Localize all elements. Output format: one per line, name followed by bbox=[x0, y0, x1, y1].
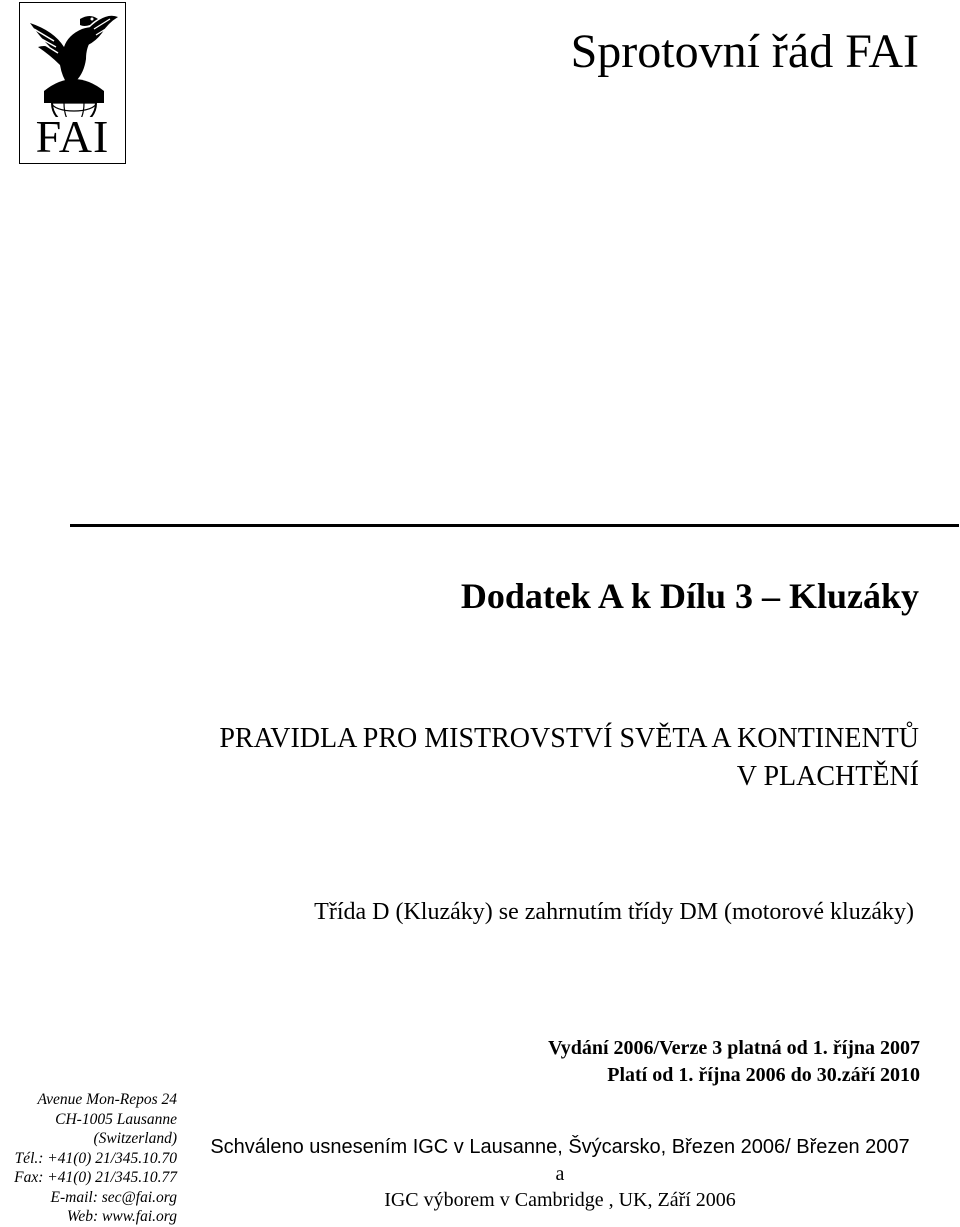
eagle-globe-icon bbox=[24, 7, 121, 117]
address-fax: Fax: +41(0) 21/345.10.77 bbox=[14, 1169, 177, 1186]
rules-heading-line-1: PRAVIDLA PRO MISTROVSTVÍ SVĚTA A KONTINENTŮ bbox=[219, 723, 919, 754]
address-street: Avenue Mon-Repos 24 bbox=[37, 1091, 177, 1108]
page-title: Sprotovní řád FAI bbox=[570, 25, 919, 78]
rules-heading-line-2: V PLACHTĚNÍ bbox=[736, 761, 919, 792]
address-country: (Switzerland) bbox=[93, 1130, 177, 1147]
address-phone: Tél.: +41(0) 21/345.10.70 bbox=[14, 1149, 177, 1167]
address-web: Web: www.fai.org bbox=[66, 1208, 177, 1225]
edition-line-2: Platí od 1. října 2006 do 30.září 2010 bbox=[607, 1064, 920, 1086]
address-email: E-mail: sec@fai.org bbox=[50, 1188, 177, 1206]
edition-info bbox=[548, 1035, 920, 1089]
approval-line-2: a bbox=[555, 1163, 565, 1185]
approval-block bbox=[185, 1133, 935, 1213]
rules-heading bbox=[219, 720, 919, 796]
address-city: CH-1005 Lausanne bbox=[55, 1110, 177, 1128]
edition-line-1: Vydání 2006/Verze 3 platná od 1. října 2007 bbox=[548, 1037, 920, 1059]
fai-logo bbox=[19, 2, 126, 164]
class-description: Třída D (Kluzáky) se zahrnutím třídy DM (motorové kluzáky) bbox=[314, 899, 914, 925]
approval-line-1: Schváleno usnesením IGC v Lausanne, Švýcarsko, Březen 2006/ Březen 2007 bbox=[210, 1136, 910, 1158]
divider bbox=[70, 524, 959, 527]
logo-text: FAI bbox=[35, 111, 110, 162]
document-subtitle: Dodatek A k Dílu 3 – Kluzáky bbox=[460, 576, 919, 616]
approval-line-3: IGC výborem v Cambridge , UK, Září 2006 bbox=[384, 1189, 736, 1211]
address-block bbox=[14, 1090, 177, 1227]
